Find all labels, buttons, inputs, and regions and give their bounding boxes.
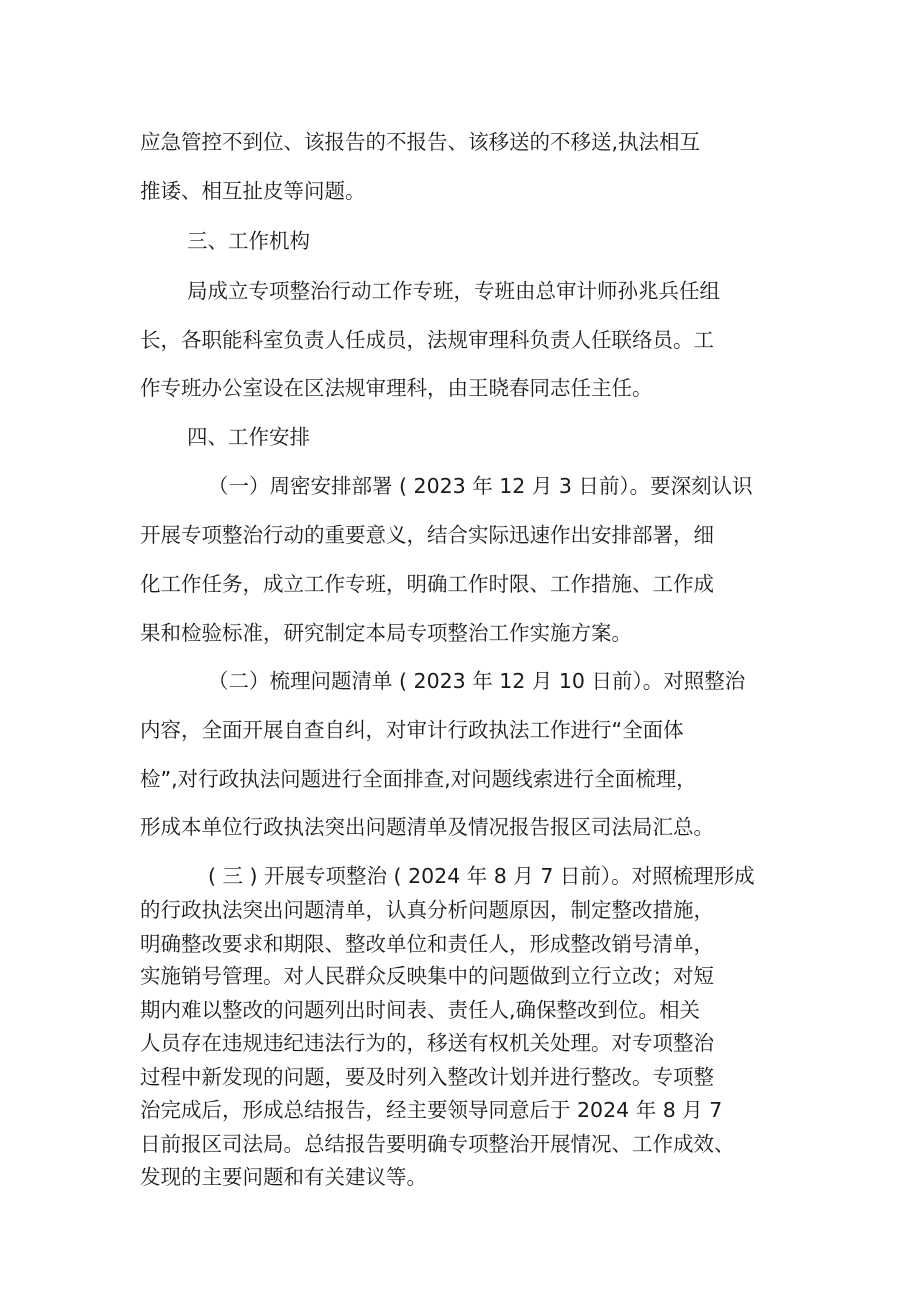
paragraph-line: 作专班办公室设在区法规审理科，由王晓春同志任主任。 (140, 376, 653, 400)
paragraph-line: 形成本单位行政执法突出问题清单及情况报告报区司法局汇总。 (140, 815, 714, 839)
paragraph-line: 检”,对行政执法问题进行全面排查,对问题线索进行全面梳理， (140, 767, 697, 791)
paragraph-line: 化工作任务，成立工作专班，明确工作时限、工作措施、工作成 (140, 572, 714, 596)
paragraph-line: 期内难以整改的问题列出时间表、责任人,确保整改到位。相关 (140, 998, 701, 1022)
section-heading-3: 三、工作机构 (187, 229, 310, 253)
paragraph-line: （一）周密安排部署 ( 2023 年 12 月 3 日前）。要深刻认识 (208, 474, 753, 498)
paragraph-line: 开展专项整治行动的重要意义，结合实际迅速作出安排部署，细 (140, 523, 714, 547)
paragraph-line: （二）梳理问题清单 ( 2023 年 12 月 10 日前）。对照整治 (208, 669, 746, 693)
paragraph-line: 应急管控不到位、该报告的不报告、该移送的不移送,执法相互 (140, 130, 701, 154)
paragraph-line: 人员存在违规违纪违法行为的，移送有权机关处理。对专项整治 (140, 1031, 714, 1055)
paragraph-line: 长，各职能科室负责人任成员，法规审理科负责人任联络员。工 (140, 328, 714, 352)
paragraph-line: 实施销号管理。对人民群众反映集中的问题做到立行立改；对短 (140, 964, 714, 988)
paragraph-line: 果和检验标准，研究制定本局专项整治工作实施方案。 (140, 621, 632, 645)
paragraph-line: 内容，全面开展自查自纠，对审计行政执法工作进行“全面体 (140, 718, 684, 742)
paragraph-line: 发现的主要问题和有关建议等。 (140, 1165, 427, 1189)
section-heading-4: 四、工作安排 (187, 425, 310, 449)
paragraph-line: 治完成后，形成总结报告，经主要领导同意后于 2024 年 8 月 7 (140, 1098, 723, 1122)
paragraph-line: 过程中新发现的问题，要及时列入整改计划并进行整改。专项整 (140, 1065, 714, 1089)
paragraph-line: 推诿、相互扯皮等问题。 (140, 179, 366, 203)
paragraph-line: ( 三 ) 开展专项整治 ( 2024 年 8 月 7 日前）。对照梳理形成 (208, 864, 755, 888)
paragraph-line: 局成立专项整治行动工作专班，专班由总审计师孙兆兵任组 (187, 279, 720, 303)
paragraph-line: 的行政执法突出问题清单，认真分析问题原因，制定整改措施， (140, 898, 714, 922)
paragraph-line: 日前报区司法局。总结报告要明确专项整治开展情况、工作成效、 (140, 1132, 735, 1156)
paragraph-line: 明确整改要求和期限、整改单位和责任人，形成整改销号清单， (140, 932, 714, 956)
